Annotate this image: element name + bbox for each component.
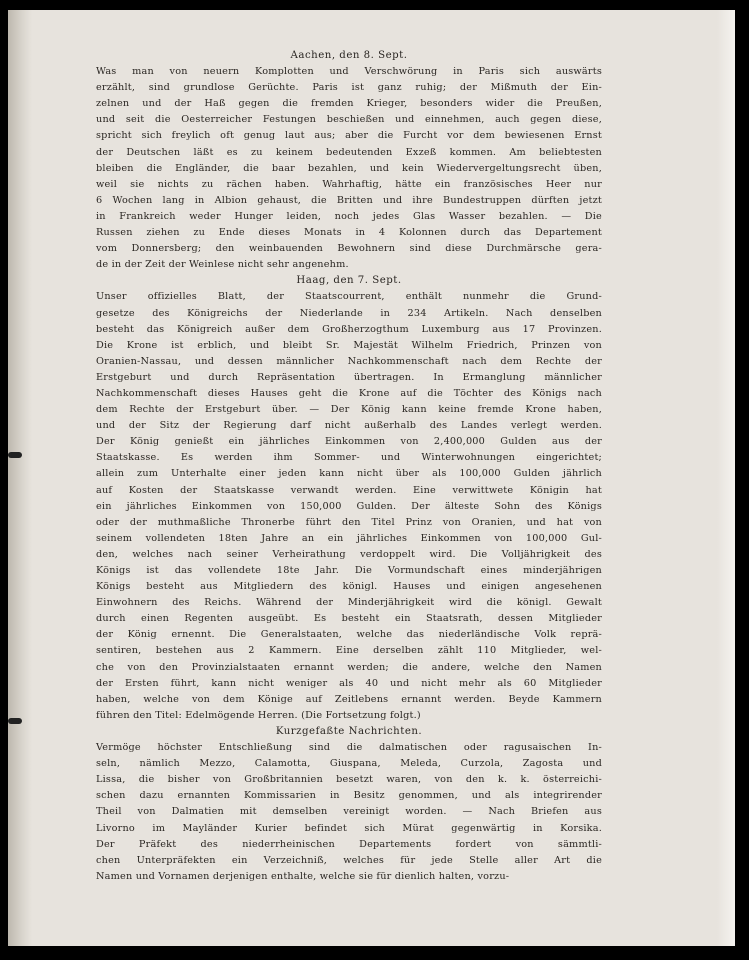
text-line: seln, nämlich Mezzo, Calamotta, Giuspana, Meleda, Curzola, Zagosta und	[96, 758, 602, 770]
text-line: seinem vollendeten 18ten Jahre an ein jährliches Einkommen von 100,000 Gul-	[96, 532, 602, 544]
section-heading: Kurzgefaßte Nachrichten.	[275, 725, 423, 737]
text-line: Unser offizielles Blatt, der Staatscourrent, enthält nunmehr die Grund-	[96, 291, 602, 303]
text-line: durch einen Regenten ausgeübt. Es besteht ein Staatsrath, dessen Mitglieder	[96, 613, 602, 625]
text-line: schen dazu ernannten Kommissarien in Besitz genommen, und als integrirender	[96, 790, 602, 802]
newspaper-page	[8, 10, 735, 946]
text-line: sentiren, bestehen aus 2 Kammern. Eine derselben zählt 110 Mitglieder, wel-	[96, 645, 602, 657]
text-line: der König ernennt. Die Generalstaaten, welche das niederländische Volk reprä-	[96, 629, 602, 641]
text-line: allein zum Unterhalte einer jeden kann nicht über als 100,000 Gulden jährlich	[96, 468, 602, 480]
text-line: Vermöge höchster Entschließung sind die dalmatischen oder ragusaischen In-	[96, 742, 602, 754]
text-line: spricht sich freylich oft genug laut aus; aber die Furcht vor dem bewiesenen Ernst	[96, 130, 602, 142]
text-line: der Ersten führt, kann nicht weniger als 40 und nicht mehr als 60 Mitglieder	[96, 677, 602, 689]
text-line: chen Unterpräfekten ein Verzeichniß, welches für jede Stelle aller Art die	[96, 854, 602, 866]
text-line: ein jährliches Einkommen von 150,000 Gulden. Der älteste Sohn des Königs	[96, 500, 602, 512]
text-line: Einwohnern des Reichs. Während der Minderjährigkeit wird die königl. Gewalt	[96, 597, 602, 609]
text-line: zelnen und der Haß gegen die fremden Krieger, besonders wider die Preußen,	[96, 98, 602, 110]
text-line: führen den Titel: Edelmögende Herren. (Die Fortsetzung folgt.)	[96, 709, 421, 721]
section-heading: Haag, den 7. Sept.	[296, 275, 402, 287]
page-edge	[717, 10, 735, 946]
text-line: Staatskasse. Es werden ihm Sommer- und Winterwohnungen eingerichtet;	[96, 452, 602, 464]
text-line: erzählt, sind grundlose Gerüchte. Paris ist ganz ruhig; der Mißmuth der Ein-	[96, 82, 602, 94]
text-line: che von den Provinzialstaaten ernannt werden; die andere, welche den Namen	[96, 661, 602, 673]
text-line: gesetze des Königreichs der Niederlande in 234 Artikeln. Nach denselben	[96, 307, 602, 319]
text-line: Was man von neuern Komplotten und Verschwörung in Paris sich auswärts	[96, 66, 602, 78]
text-line: 6 Wochen lang in Albion gehaust, die Britten und ihre Bundestruppen dürften jetzt	[96, 194, 602, 206]
text-line: Livorno im Mayländer Kurier befindet sich Mürat gegenwärtig in Korsika.	[96, 822, 602, 834]
binding-hole	[8, 452, 22, 458]
text-line: Oranien-Nassau, und dessen männlicher Nachkommenschaft nach dem Rechte der	[96, 355, 602, 367]
text-line: Der Präfekt des niederrheinischen Departements fordert von sämmtli-	[96, 838, 602, 850]
text-line: weil sie nichts zu rächen haben. Wahrhaftig, hätte ein französisches Heer nur	[96, 178, 602, 190]
text-line: Namen und Vornamen derjenigen enthalte, welche sie für dienlich halten, vorzu-	[96, 870, 510, 882]
text-line: Theil von Dalmatien mit demselben vereinigt worden. — Nach Briefen aus	[96, 806, 602, 818]
text-line: den, welches nach seiner Verheirathung verdoppelt wird. Die Volljährigkeit des	[96, 548, 602, 560]
text-line: Erstgeburt und durch Repräsentation übertragen. In Ermanglung männlicher	[96, 371, 602, 383]
text-line: Lissa, die bisher von Großbritannien besetzt waren, von den k. k. österreichi-	[96, 774, 602, 786]
text-line: und seit die Oesterreicher Festungen beschießen und einnehmen, auch gegen diese,	[96, 114, 602, 126]
text-line: in Frankreich weder Hunger leiden, noch jedes Glas Wasser bezahlen. — Die	[96, 210, 602, 222]
text-line: besteht das Königreich außer dem Großherzogthum Luxemburg aus 17 Provinzen.	[96, 323, 602, 335]
text-line: der Deutschen läßt es zu keinem bedeutenden Exzeß kommen. Am beliebtesten	[96, 146, 602, 158]
text-line: Königs besteht aus Mitgliedern des königl. Hauses und einigen angesehenen	[96, 581, 602, 593]
binding-fold	[8, 10, 32, 946]
text-line: bleiben die Engländer, die baar bezahlen, und kein Wiedervergeltungsrecht üben,	[96, 162, 602, 174]
text-line: Nachkommenschaft dieses Hauses geht die Krone auf die Töchter des Königs nach	[96, 387, 602, 399]
text-line: Die Krone ist erblich, und bleibt Sr. Majestät Wilhelm Friedrich, Prinzen von	[96, 339, 602, 351]
text-line: vom Donnersberg; den weinbauenden Bewohnern sind diese Durchmärsche gera-	[96, 243, 602, 255]
text-line: Russen ziehen zu Ende dieses Monats in 4 Kolonnen durch das Departement	[96, 227, 602, 239]
text-line: dem Rechte der Erstgeburt über. — Der König kann keine fremde Krone haben,	[96, 404, 602, 416]
text-line: oder der muthmaßliche Thronerbe führt den Titel Prinz von Oranien, und hat von	[96, 516, 602, 528]
section-heading: Aachen, den 8. Sept.	[290, 50, 408, 61]
binding-hole	[8, 718, 22, 724]
text-line: haben, welche von dem Könige auf Zeitlebens ernannt werden. Beyde Kammern	[96, 693, 602, 705]
text-line: de in der Zeit der Weinlese nicht sehr angenehm.	[96, 259, 349, 271]
text-line: auf Kosten der Staatskasse verwandt werden. Eine verwittwete Königin hat	[96, 484, 602, 496]
text-line: Königs ist das vollendete 18te Jahr. Die Vormundschaft eines minderjährigen	[96, 565, 602, 576]
article-text	[96, 48, 602, 885]
text-line: Der König genießt ein jährliches Einkommen von 2,400,000 Gulden aus der	[96, 436, 602, 448]
text-line: und der Sitz der Regierung darf nicht außerhalb des Landes verlegt werden.	[96, 420, 602, 432]
